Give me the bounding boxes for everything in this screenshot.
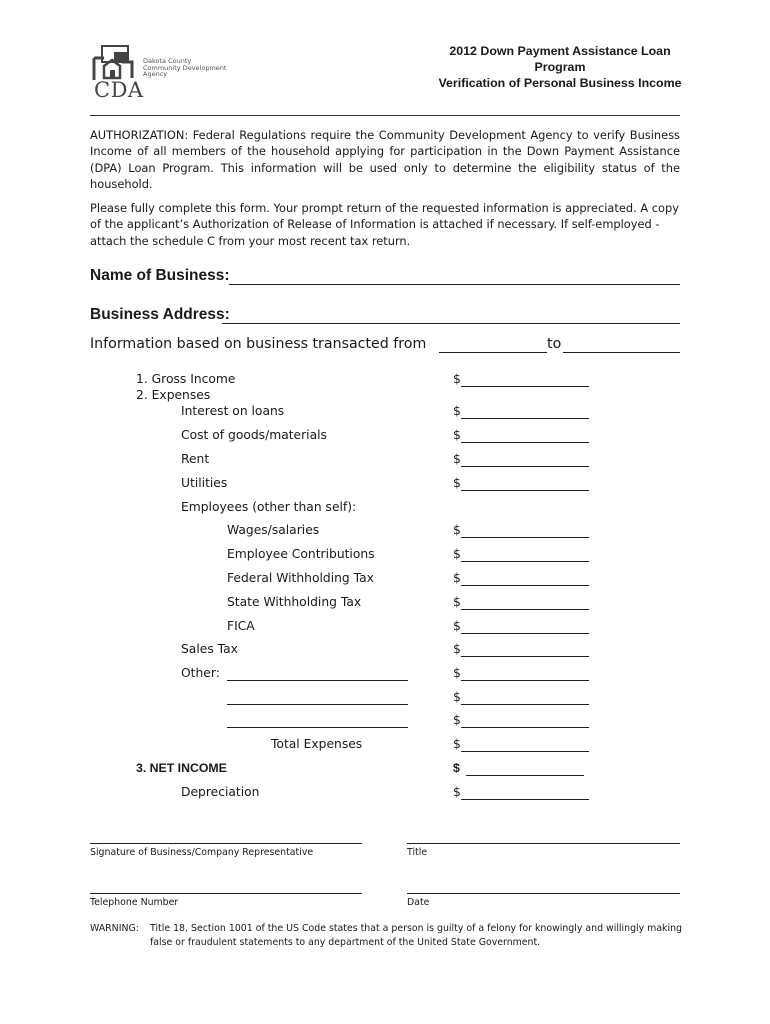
interest-field[interactable] <box>461 418 589 419</box>
gross-income-label: 1. Gross Income <box>136 372 236 386</box>
org-name-line: Community Development <box>143 63 227 72</box>
form-title <box>400 43 720 91</box>
currency-symbol: $ <box>453 476 461 490</box>
org-abbreviation: CDA <box>94 78 144 102</box>
currency-symbol: $ <box>453 737 461 751</box>
utilities-field[interactable] <box>461 490 589 491</box>
cost-goods-field[interactable] <box>461 442 589 443</box>
period-to-field[interactable] <box>563 352 680 353</box>
business-address-field[interactable] <box>222 323 680 324</box>
other-amount-field-1[interactable] <box>461 680 589 681</box>
federal-withholding-field[interactable] <box>461 585 589 586</box>
interest-label: Interest on loans <box>181 404 285 418</box>
business-name-label: Name of Business: <box>90 267 230 284</box>
to-label: to <box>547 336 562 352</box>
currency-symbol: $ <box>453 761 460 775</box>
wages-field[interactable] <box>461 537 589 538</box>
currency-symbol: $ <box>453 428 461 442</box>
org-name-line: Agency <box>143 70 168 78</box>
depreciation-field[interactable] <box>461 799 589 800</box>
sales-tax-label: Sales Tax <box>181 642 238 656</box>
fica-field[interactable] <box>461 633 589 634</box>
state-withholding-field[interactable] <box>461 609 589 610</box>
currency-symbol: $ <box>453 619 461 633</box>
title-line: Verification of Personal Business Income <box>438 76 682 90</box>
instructions-paragraph: Please fully complete this form. Your prompt return of the requested information is appreciated. A copy of the applicant’s Authorization of Release of Information is attached if necessary. If self-employed - attach the schedule C from your most recent tax return. <box>90 201 679 248</box>
employees-label: Employees (other than self): <box>181 500 357 514</box>
info-period-label: Information based on business transacted from <box>90 336 427 352</box>
employee-contributions-field[interactable] <box>461 561 589 562</box>
title-line: 2012 Down Payment Assistance Loan <box>449 44 671 58</box>
federal-withholding-label: Federal Withholding Tax <box>227 571 374 585</box>
currency-symbol: $ <box>453 642 461 656</box>
net-income-label: 3. NET INCOME <box>136 761 227 775</box>
org-name-line: Dakota County <box>143 57 192 65</box>
period-from-field[interactable] <box>439 352 547 353</box>
rent-field[interactable] <box>461 466 589 467</box>
state-withholding-label: State Withholding Tax <box>227 595 362 609</box>
employee-contributions-label: Employee Contributions <box>227 547 375 561</box>
authorization-paragraph: AUTHORIZATION: Federal Regulations require the Community Development Agency to verify Business Income of all members of the household applying for participation in the Down Payment Assistance (DPA) Loan Program. This information will be used only to determine the eligibility status of the household. <box>90 128 680 191</box>
other-amount-field-3[interactable] <box>461 727 589 728</box>
telephone-field[interactable] <box>90 893 362 894</box>
currency-symbol: $ <box>453 372 461 386</box>
currency-symbol: $ <box>453 595 461 609</box>
fica-label: FICA <box>227 619 255 633</box>
currency-symbol: $ <box>453 571 461 585</box>
other-description-field-3[interactable] <box>227 727 408 728</box>
other-amount-field-2[interactable] <box>461 704 589 705</box>
currency-symbol: $ <box>453 404 461 418</box>
expenses-label: 2. Expenses <box>136 388 211 402</box>
date-field[interactable] <box>407 893 680 894</box>
business-name-field[interactable] <box>229 284 680 285</box>
org-name <box>143 58 226 78</box>
other-description-field-2[interactable] <box>227 704 408 705</box>
header-divider <box>90 115 680 116</box>
signature-field[interactable] <box>90 843 362 844</box>
title-field[interactable] <box>407 843 680 844</box>
warning-text: Title 18, Section 1001 of the US Code states that a person is guilty of a felony for knowingly and willingly making false or fraudulent statements to any department of the United State Government. <box>150 923 682 948</box>
rent-label: Rent <box>181 452 210 466</box>
signature-label: Signature of Business/Company Representative <box>90 847 314 858</box>
other-label: Other: <box>181 666 220 680</box>
total-expenses-field[interactable] <box>461 751 589 752</box>
title-label: Title <box>407 847 428 858</box>
date-label: Date <box>407 897 430 908</box>
business-address-label: Business Address: <box>90 306 230 323</box>
currency-symbol: $ <box>453 666 461 680</box>
gross-income-field[interactable] <box>461 386 589 387</box>
currency-symbol: $ <box>453 785 461 799</box>
cost-goods-label: Cost of goods/materials <box>181 428 327 442</box>
sales-tax-field[interactable] <box>461 656 589 657</box>
wages-label: Wages/salaries <box>227 523 320 537</box>
title-line: Program <box>534 60 586 74</box>
currency-symbol: $ <box>453 547 461 561</box>
currency-symbol: $ <box>453 690 461 704</box>
other-description-field-1[interactable] <box>227 680 408 681</box>
warning-label: WARNING: <box>90 923 139 934</box>
currency-symbol: $ <box>453 713 461 727</box>
net-income-field[interactable] <box>466 775 584 776</box>
currency-symbol: $ <box>453 452 461 466</box>
currency-symbol: $ <box>453 523 461 537</box>
total-expenses-label: Total Expenses <box>271 737 363 751</box>
telephone-label: Telephone Number <box>90 897 179 908</box>
depreciation-label: Depreciation <box>181 785 260 799</box>
utilities-label: Utilities <box>181 476 228 490</box>
